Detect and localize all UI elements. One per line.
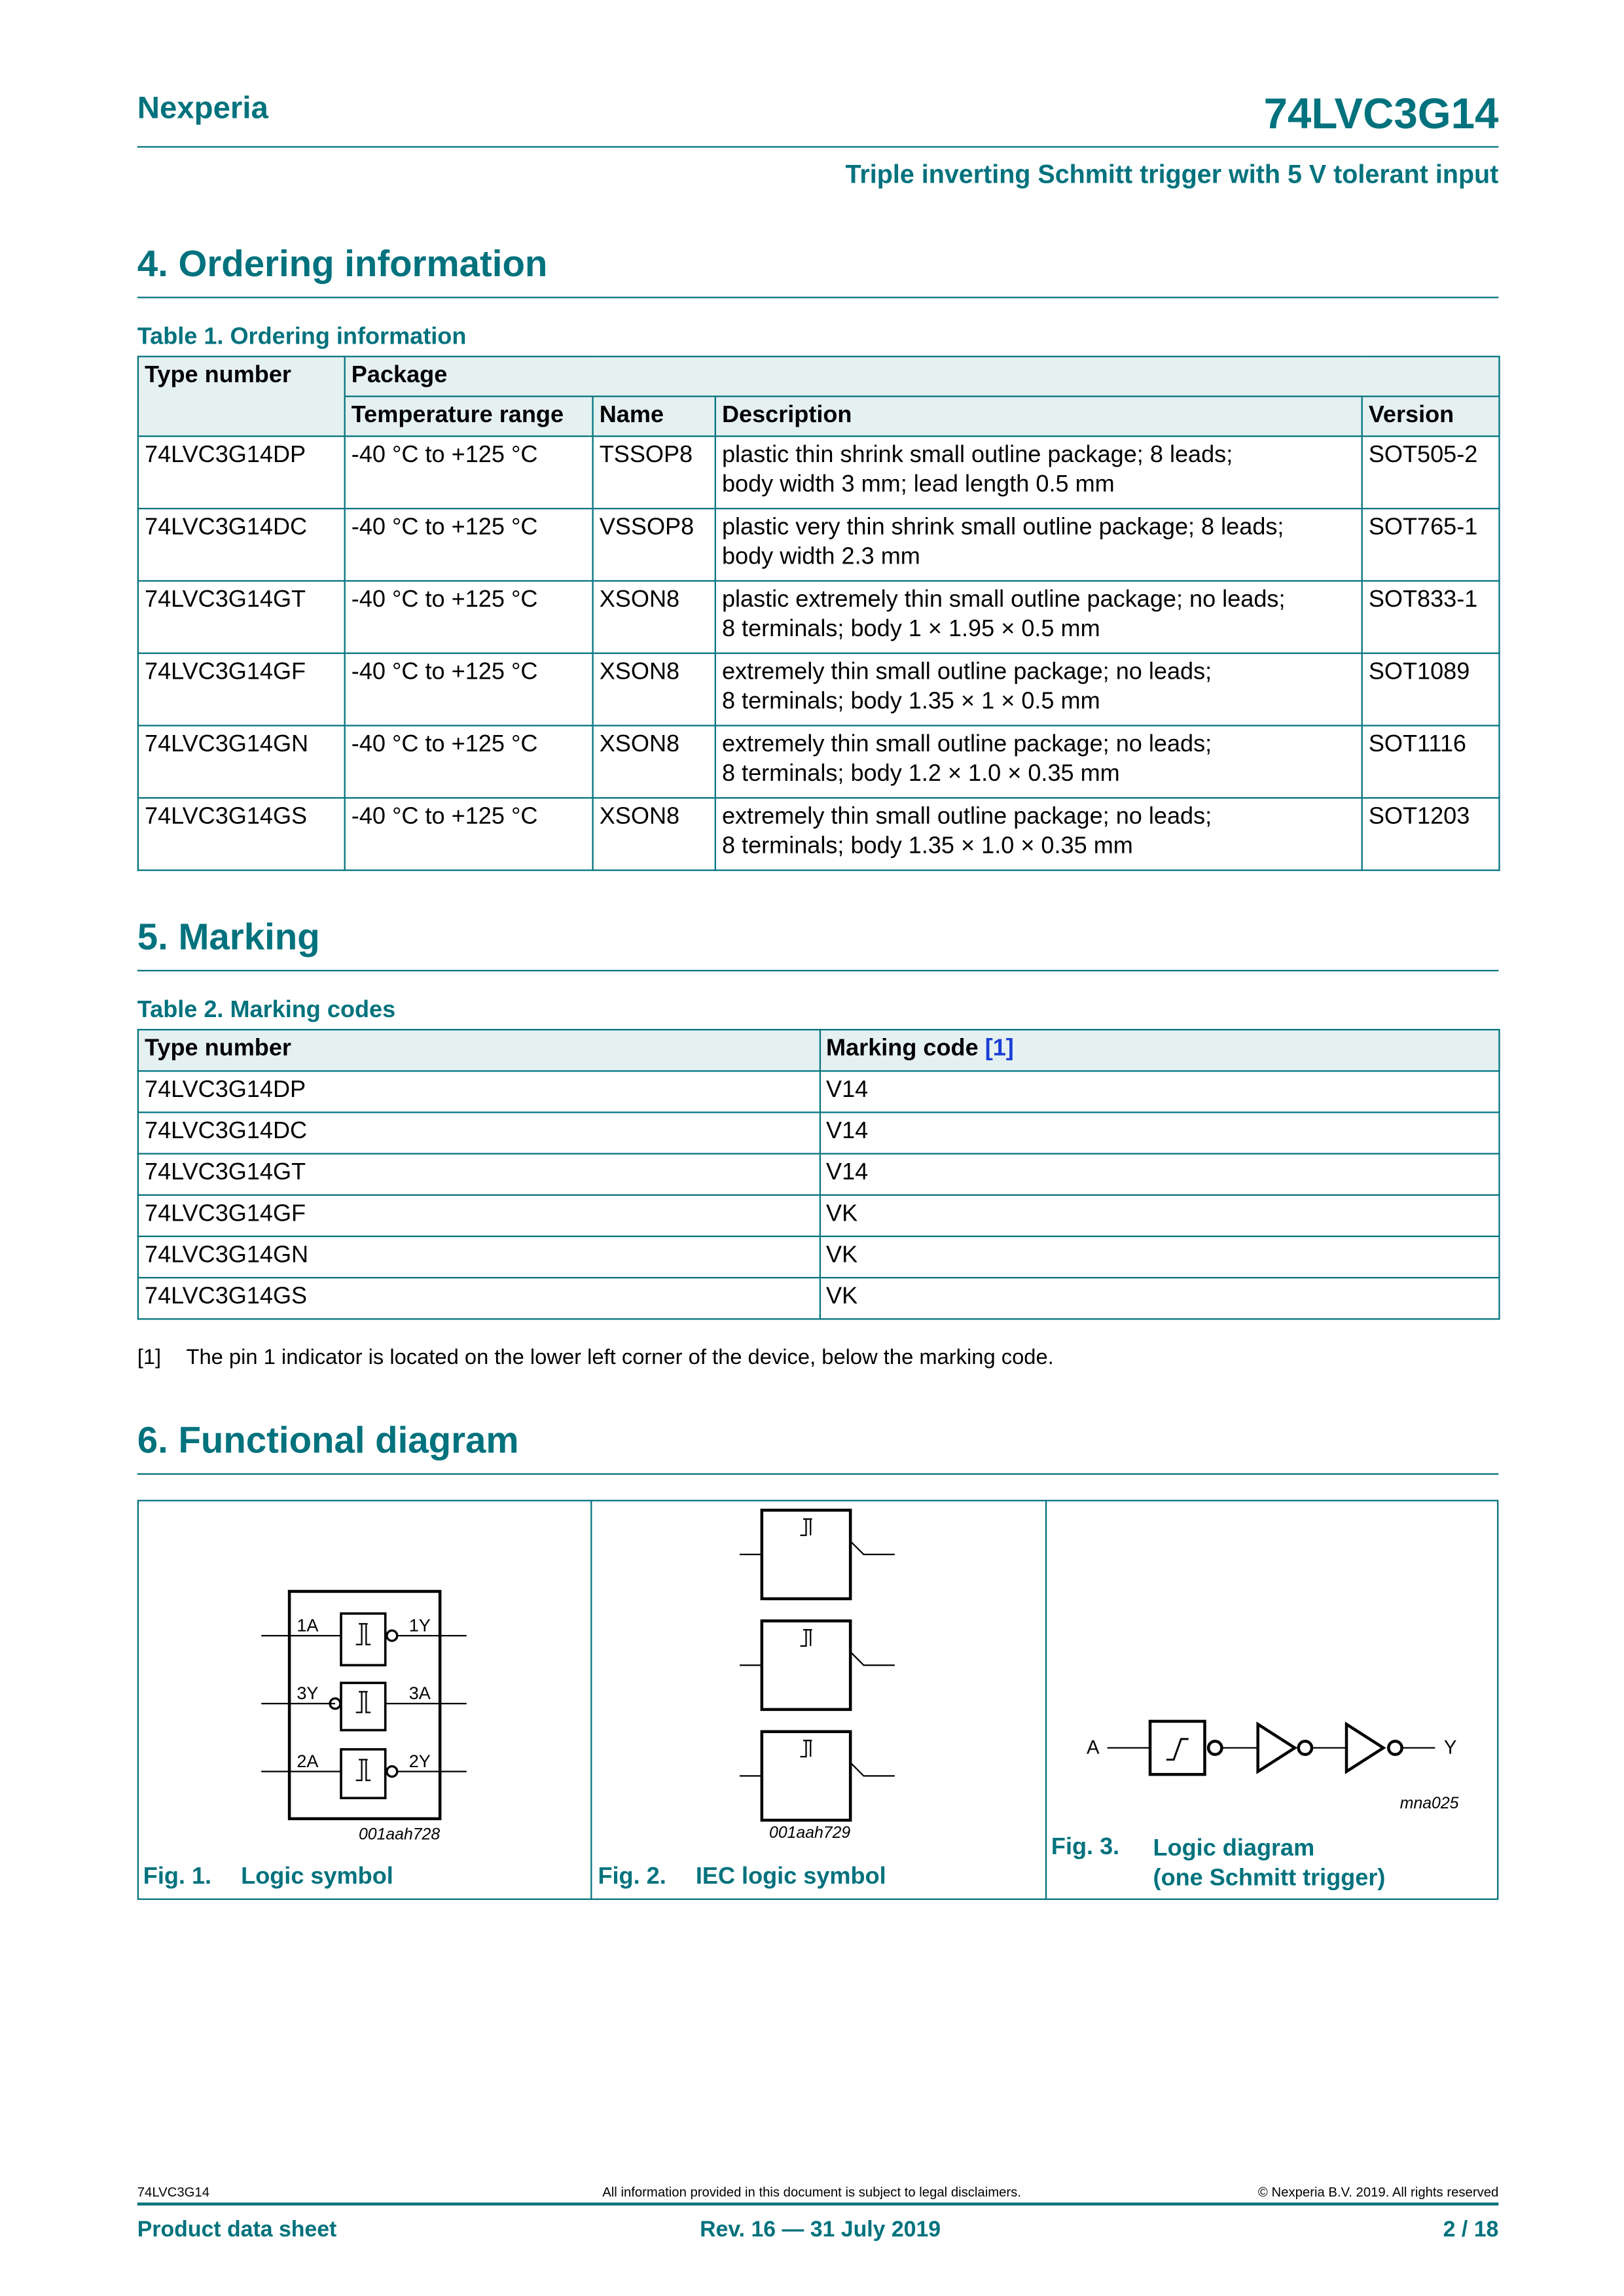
col-desc: Description bbox=[715, 397, 1362, 437]
cell-type: 74LVC3G14DC bbox=[138, 509, 345, 581]
desc-line: 8 terminals; body 1.2 × 1.0 × 0.35 mm bbox=[721, 761, 1120, 787]
cell-type: 74LVC3G14GF bbox=[138, 1195, 820, 1236]
pin-label: 1Y bbox=[408, 1615, 431, 1636]
fig1-pin-labels bbox=[297, 1615, 431, 1771]
fig3-output-label: Y bbox=[1443, 1736, 1457, 1759]
cell-name: XSON8 bbox=[593, 726, 715, 798]
cell-marking-code: VK bbox=[820, 1278, 1500, 1319]
footer-copyright: © Nexperia B.V. 2019. All rights reserved bbox=[1257, 2185, 1499, 2200]
section-4-heading: 4. Ordering information bbox=[137, 243, 548, 285]
cell-version: SOT505-2 bbox=[1362, 437, 1500, 509]
fig-number: Fig. 3. bbox=[1051, 1835, 1120, 1860]
note-text: The pin 1 indicator is located on the lower left corner of the device, below the marking code. bbox=[186, 1346, 1054, 1371]
pin-label: 1A bbox=[297, 1615, 319, 1636]
cell-name: TSSOP8 bbox=[593, 437, 715, 509]
cell-temp: -40 °C to +125 °C bbox=[345, 653, 593, 726]
cell-marking-code: V14 bbox=[820, 1113, 1500, 1154]
pin-label: 2A bbox=[297, 1751, 319, 1771]
fig2-caption bbox=[598, 1865, 886, 1892]
cell-type: 74LVC3G14DP bbox=[138, 1071, 820, 1112]
cell-type: 74LVC3G14GF bbox=[138, 653, 345, 726]
col-version: Version bbox=[1362, 397, 1500, 437]
footer-part: 74LVC3G14 bbox=[137, 2185, 209, 2200]
fig3-caption bbox=[1051, 1835, 1386, 1892]
fig1-logic-symbol bbox=[261, 1591, 467, 1818]
fig-subtitle: (one Schmitt trigger) bbox=[1153, 1865, 1386, 1892]
col-type: Type number bbox=[138, 1030, 820, 1071]
desc-line: extremely thin small outline package; no leads; bbox=[721, 732, 1212, 758]
cell-marking-code: V14 bbox=[820, 1154, 1500, 1195]
cell-marking-code: VK bbox=[820, 1236, 1500, 1278]
cell-temp: -40 °C to +125 °C bbox=[345, 726, 593, 798]
fig2-iec-symbol bbox=[740, 1510, 895, 1820]
section-6-heading: 6. Functional diagram bbox=[137, 1420, 519, 1462]
fig3-input-label: A bbox=[1087, 1736, 1100, 1759]
col-type: Type number bbox=[138, 357, 345, 437]
pin-label: 3A bbox=[408, 1683, 431, 1704]
fig-number: Fig. 2. bbox=[598, 1864, 666, 1890]
cell-version: SOT765-1 bbox=[1362, 509, 1500, 581]
fig1-code: 001aah728 bbox=[359, 1825, 441, 1844]
desc-line: 8 terminals; body 1.35 × 1 × 0.5 mm bbox=[721, 689, 1100, 715]
cell-type: 74LVC3G14GS bbox=[138, 798, 345, 870]
fig3-code: mna025 bbox=[1399, 1794, 1459, 1812]
cell-version: SOT833-1 bbox=[1362, 581, 1500, 654]
company-name: Nexperia bbox=[137, 91, 268, 126]
cell-version: SOT1203 bbox=[1362, 798, 1500, 870]
fig-title: Logic diagram bbox=[1153, 1836, 1315, 1862]
cell-type: 74LVC3G14GN bbox=[138, 1236, 820, 1278]
cell-marking-code: VK bbox=[820, 1195, 1500, 1236]
desc-line: body width 3 mm; lead length 0.5 mm bbox=[721, 472, 1115, 498]
cell-temp: -40 °C to +125 °C bbox=[345, 581, 593, 654]
fig3-logic-diagram bbox=[1108, 1721, 1435, 1774]
cell-temp: -40 °C to +125 °C bbox=[345, 437, 593, 509]
part-number: 74LVC3G14 bbox=[1263, 91, 1499, 139]
col-name: Name bbox=[593, 397, 715, 437]
table-1-caption: Table 1. Ordering information bbox=[137, 325, 467, 350]
desc-line: plastic thin shrink small outline package; 8 leads; bbox=[721, 442, 1233, 468]
pin-label: 3Y bbox=[297, 1683, 319, 1704]
desc-line: extremely thin small outline package; no leads; bbox=[721, 660, 1212, 685]
cell-name: VSSOP8 bbox=[593, 509, 715, 581]
col-marking-code-label: Marking code bbox=[826, 1036, 979, 1062]
cell-type: 74LVC3G14GS bbox=[138, 1278, 820, 1319]
desc-line: plastic very thin shrink small outline package; 8 leads; bbox=[721, 515, 1284, 541]
footer-page-number: 2 / 18 bbox=[1443, 2217, 1499, 2243]
fig2-code: 001aah729 bbox=[769, 1824, 851, 1842]
fig-title: IEC logic symbol bbox=[695, 1864, 886, 1890]
cell-type: 74LVC3G14DC bbox=[138, 1113, 820, 1154]
footnote-link[interactable]: [1] bbox=[984, 1036, 1014, 1062]
cell-marking-code: V14 bbox=[820, 1071, 1500, 1112]
footer-doctype: Product data sheet bbox=[137, 2217, 337, 2243]
desc-line: body width 2.3 mm bbox=[721, 545, 920, 570]
desc-line: 8 terminals; body 1 × 1.95 × 0.5 mm bbox=[721, 617, 1100, 643]
table-2-caption: Table 2. Marking codes bbox=[137, 997, 396, 1024]
col-package: Package bbox=[345, 357, 1500, 397]
cell-type: 74LVC3G14GT bbox=[138, 581, 345, 654]
cell-name: XSON8 bbox=[593, 581, 715, 654]
cell-type: 74LVC3G14GT bbox=[138, 1154, 820, 1195]
section-5-heading: 5. Marking bbox=[137, 916, 320, 958]
cell-name: XSON8 bbox=[593, 653, 715, 726]
cell-type: 74LVC3G14DP bbox=[138, 437, 345, 509]
pin-label: 2Y bbox=[408, 1751, 431, 1771]
footer-rule bbox=[137, 2202, 1499, 2204]
cell-type: 74LVC3G14GN bbox=[138, 726, 345, 798]
cell-version: SOT1116 bbox=[1362, 726, 1500, 798]
desc-line: 8 terminals; body 1.35 × 1.0 × 0.35 mm bbox=[721, 834, 1133, 859]
note-ref: [1] bbox=[137, 1346, 162, 1371]
footer-disclaimer: All information provided in this document is subject to legal disclaimers. bbox=[602, 2185, 1021, 2200]
subtitle: Triple inverting Schmitt trigger with 5 V tolerant input bbox=[845, 159, 1499, 189]
cell-name: XSON8 bbox=[593, 798, 715, 870]
cell-temp: -40 °C to +125 °C bbox=[345, 798, 593, 870]
fig-number: Fig. 1. bbox=[143, 1864, 212, 1890]
desc-line: extremely thin small outline package; no leads; bbox=[721, 804, 1212, 830]
desc-line: plastic extremely thin small outline package; no leads; bbox=[721, 587, 1286, 613]
col-temp: Temperature range bbox=[345, 397, 593, 437]
cell-version: SOT1089 bbox=[1362, 653, 1500, 726]
fig1-caption bbox=[143, 1865, 393, 1892]
cell-temp: -40 °C to +125 °C bbox=[345, 509, 593, 581]
fig-title: Logic symbol bbox=[241, 1864, 393, 1890]
footer-revision: Rev. 16 — 31 July 2019 bbox=[700, 2217, 941, 2243]
